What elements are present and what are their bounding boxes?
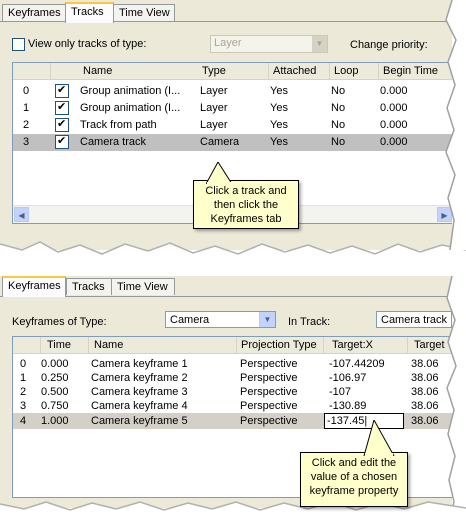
- keyframe-projection: Perspective: [240, 358, 298, 370]
- column-header-name[interactable]: Name: [79, 63, 201, 80]
- keyframe-type-value: Camera: [170, 314, 210, 326]
- track-enabled-checkbox[interactable]: [55, 101, 69, 115]
- track-enabled-checkbox[interactable]: [55, 135, 69, 149]
- keyframe-target[interactable]: 38.06: [411, 372, 439, 384]
- track-enabled-checkbox[interactable]: [55, 118, 69, 132]
- row-index: 3: [20, 400, 27, 412]
- track-type-select[interactable]: [210, 35, 328, 53]
- keyframe-name: Camera keyframe 2: [91, 372, 188, 384]
- column-header-target-x[interactable]: Target:X: [324, 337, 408, 354]
- tab-divider: [0, 296, 452, 297]
- column-header-begin-time[interactable]: Begin Time: [379, 63, 452, 80]
- target-x-edit-value: -137.45: [327, 415, 365, 427]
- track-loop: No: [331, 85, 346, 97]
- track-name: Group animation (I...: [80, 85, 181, 97]
- column-header-index: [13, 337, 41, 354]
- track-type-value: Layer: [214, 37, 242, 49]
- torn-edge: [440, 0, 466, 250]
- column-header-projection-type[interactable]: Projection Type: [237, 337, 324, 354]
- track-loop: No: [331, 102, 346, 114]
- keyframe-name: Camera keyframe 1: [91, 358, 188, 370]
- track-begin-time: 0.000: [380, 102, 408, 114]
- track-enabled-checkbox[interactable]: [55, 84, 69, 98]
- column-header-type[interactable]: Type: [198, 63, 269, 80]
- keyframe-target[interactable]: 38.06: [411, 358, 439, 370]
- track-attached: Yes: [270, 102, 288, 114]
- track-row[interactable]: [13, 100, 452, 117]
- keyframe-projection: Perspective: [240, 372, 298, 384]
- checkmark-icon: ✔: [57, 84, 67, 96]
- view-only-label: View only tracks of type:: [28, 38, 147, 50]
- track-attached: Yes: [270, 119, 288, 131]
- track-type: Camera: [200, 136, 240, 148]
- column-header-index: [13, 63, 51, 80]
- keyframe-time: 0.500: [41, 386, 69, 398]
- row-index: 2: [20, 386, 27, 398]
- callout-pointer: [360, 420, 400, 456]
- track-row[interactable]: [13, 117, 452, 134]
- keyframe-projection: Perspective: [240, 400, 298, 412]
- tab-tracks[interactable]: Tracks: [65, 2, 114, 23]
- column-header-attached[interactable]: Attached: [269, 63, 330, 80]
- keyframe-target[interactable]: 38.06: [411, 386, 439, 398]
- keyframe-name: Camera keyframe 5: [91, 415, 188, 427]
- tab-tracks[interactable]: Tracks: [66, 278, 112, 295]
- track-type: Layer: [200, 85, 228, 97]
- row-index: 1: [23, 102, 30, 114]
- chevron-down-icon[interactable]: ▼: [259, 312, 275, 327]
- keyframe-target-x[interactable]: -107: [329, 386, 352, 398]
- track-begin-time: 0.000: [380, 119, 408, 131]
- keyframe-projection: Perspective: [240, 415, 298, 427]
- keyframe-target-x[interactable]: -130.89: [329, 400, 367, 412]
- row-index: 3: [23, 136, 30, 148]
- checkmark-icon: ✔: [57, 135, 67, 147]
- column-header-target[interactable]: Target: [408, 337, 452, 354]
- keyframe-target[interactable]: 38.06: [411, 400, 439, 412]
- keyframe-time: 0.000: [41, 358, 69, 370]
- column-header-loop[interactable]: Loop: [330, 63, 379, 80]
- text-cursor: |: [364, 415, 368, 427]
- tab-keyframes[interactable]: Keyframes: [2, 276, 66, 297]
- view-only-checkbox[interactable]: [12, 38, 25, 51]
- track-type: Layer: [200, 119, 228, 131]
- keyframe-time: 0.250: [41, 372, 69, 384]
- keyframe-name: Camera keyframe 3: [91, 386, 188, 398]
- track-name: Camera track: [80, 136, 147, 148]
- track-attached: Yes: [270, 85, 288, 97]
- track-loop: No: [331, 119, 346, 131]
- in-track-label: In Track:: [288, 316, 331, 328]
- torn-edge: [440, 276, 466, 516]
- track-begin-time: 0.000: [380, 85, 408, 97]
- chevron-down-icon[interactable]: ▼: [312, 36, 327, 52]
- keyframe-projection: Perspective: [240, 386, 298, 398]
- track-row-selected[interactable]: [13, 134, 452, 151]
- track-name: Track from path: [80, 119, 157, 131]
- row-index: 2: [23, 119, 30, 131]
- row-index: 0: [20, 358, 27, 370]
- keyframe-name: Camera keyframe 4: [91, 400, 188, 412]
- keyframe-target-x[interactable]: -107.44209: [329, 358, 385, 370]
- torn-edge: [0, 236, 466, 272]
- row-index: 4: [20, 415, 27, 427]
- keyframe-target-x[interactable]: -106.97: [329, 372, 367, 384]
- track-name: Group animation (I...: [80, 102, 181, 114]
- tab-keyframes[interactable]: Keyframes: [2, 4, 66, 21]
- track-begin-time: 0.000: [380, 136, 408, 148]
- tab-time-view[interactable]: Time View: [113, 4, 175, 21]
- row-index: 1: [20, 372, 27, 384]
- callout-select-track: [193, 180, 299, 229]
- keyframe-row[interactable]: [13, 399, 452, 413]
- callout-edit-keyframe: [300, 452, 408, 507]
- keyframe-row[interactable]: [13, 357, 452, 371]
- checkmark-icon: ✔: [57, 101, 67, 113]
- checkmark-icon: ✔: [57, 118, 67, 130]
- track-value: Camera track: [381, 314, 448, 326]
- track-loop: No: [331, 136, 346, 148]
- keyframe-time: 1.000: [41, 415, 69, 427]
- column-header-time[interactable]: Time: [41, 337, 89, 354]
- track-row[interactable]: [13, 83, 452, 100]
- callout-pointer: [206, 162, 236, 184]
- column-header-name[interactable]: Name: [89, 337, 237, 354]
- keyframe-target[interactable]: 38.06: [411, 415, 439, 427]
- keyframe-row[interactable]: [13, 371, 452, 385]
- track-attached: Yes: [270, 136, 288, 148]
- track-type: Layer: [200, 102, 228, 114]
- change-priority-label: Change priority:: [350, 39, 428, 51]
- callout-text: Click and edit the value of a chosen keyframe property: [309, 457, 399, 497]
- keyframe-type-select[interactable]: [165, 311, 276, 328]
- chevron-right-icon[interactable]: ▶: [437, 207, 452, 222]
- keyframe-row[interactable]: [13, 385, 452, 399]
- chevron-left-icon[interactable]: ◀: [14, 207, 29, 222]
- row-index: 0: [23, 85, 30, 97]
- keyframe-time: 0.750: [41, 400, 69, 412]
- keyframes-of-type-label: Keyframes of Type:: [12, 316, 107, 328]
- tab-time-view[interactable]: Time View: [111, 278, 175, 295]
- callout-text: Click a track and then click the Keyframes tab: [205, 185, 287, 225]
